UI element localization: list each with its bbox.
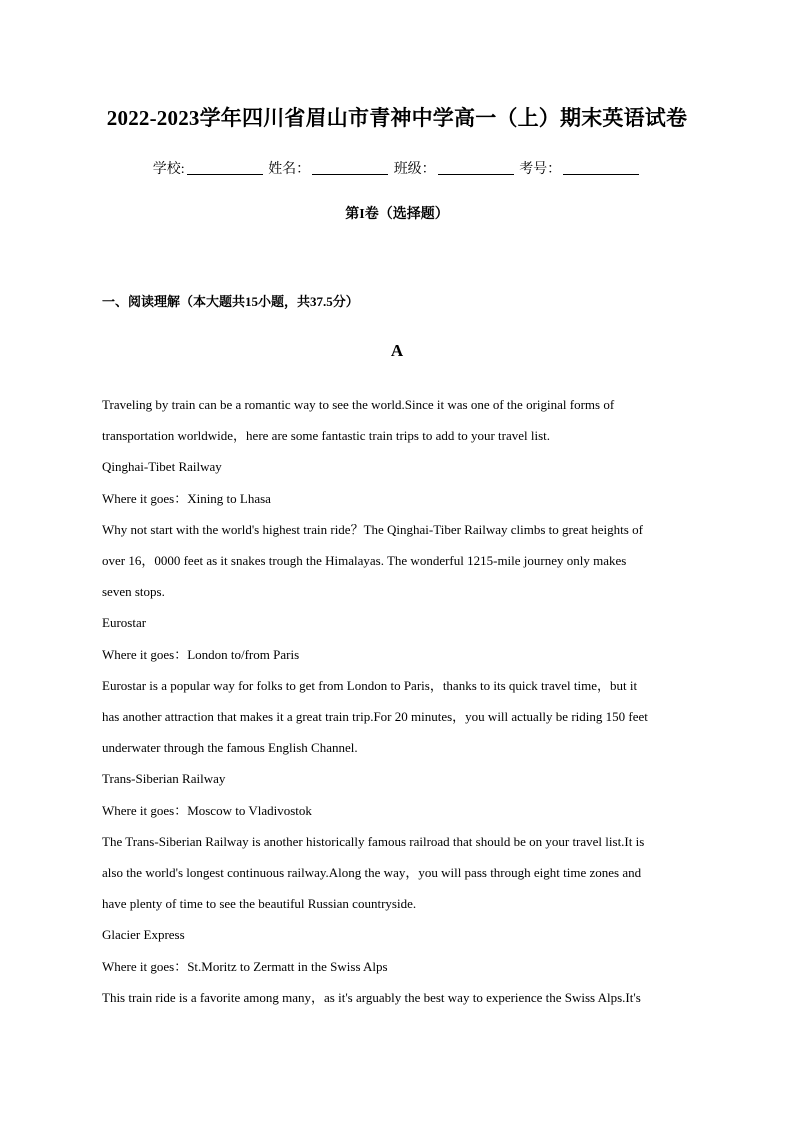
- passage-line: Qinghai-Tibet Railway: [102, 459, 222, 475]
- passage-body: [102, 389, 694, 1013]
- class-label: 班级：: [393, 162, 436, 177]
- passage-line: The Trans-Siberian Railway is another historically famous railroad that should be on your travel list.It is: [102, 833, 645, 849]
- passage-line: underwater through the famous English Channel.: [102, 740, 358, 756]
- passage-line: Eurostar is a popular way for folks to get from London to Paris，thanks to its quick travel time，but it: [102, 677, 638, 693]
- exam-title: 2022-2023学年四川省眉山市青神中学高一（上）期末英语试卷: [106, 106, 688, 130]
- passage-line: over 16，0000 feet as it snakes trough the Himalayas. The wonderful 1215-mile journey only makes: [102, 553, 627, 569]
- passage-line: transportation worldwide，here are some fantastic train trips to add to your travel list.: [102, 428, 551, 444]
- passage-line: Where it goes：Moscow to Vladivostok: [102, 802, 312, 818]
- number-blank[interactable]: [563, 162, 639, 175]
- passage-line: Eurostar: [102, 615, 147, 631]
- class-blank[interactable]: [438, 162, 514, 175]
- passage-line: Where it goes：Xining to Lhasa: [102, 490, 271, 506]
- passage-line: This train ride is a favorite among many，as it's arguably the best way to experience the Swiss Alps.It's: [102, 989, 641, 1005]
- part-title: 第I卷（选择题）: [345, 207, 449, 222]
- passage-line: has another attraction that makes it a great train trip.For 20 minutes，you will actually be riding 150 feet: [102, 709, 648, 725]
- number-label: 考号：: [519, 162, 562, 177]
- passage-label: A: [390, 341, 404, 360]
- passage-line: have plenty of time to see the beautiful Russian countryside.: [102, 896, 417, 912]
- passage-line: Traveling by train can be a romantic way to see the world.Since it was one of the original forms of: [102, 397, 615, 412]
- passage-line: seven stops.: [102, 584, 165, 600]
- passage-line: also the world's longest continuous railway.Along the way，you will pass through eight time zones and: [102, 865, 642, 881]
- school-label: 学校:: [152, 162, 185, 177]
- section-title: 一、阅读理解（本大题共15小题，共37.5分）: [102, 294, 359, 309]
- name-blank[interactable]: [312, 162, 388, 175]
- school-blank[interactable]: [187, 162, 263, 175]
- passage-line: Where it goes：London to/from Paris: [102, 646, 300, 662]
- name-label: 姓名：: [268, 162, 311, 177]
- passage-line: Trans-Siberian Railway: [102, 771, 226, 787]
- passage-line: Why not start with the world's highest train ride？The Qinghai-Tiber Railway climbs to great heights of: [102, 521, 643, 537]
- passage-line: Glacier Express: [102, 927, 185, 943]
- passage-line: Where it goes：St.Moritz to Zermatt in the Swiss Alps: [102, 958, 388, 974]
- student-info-line: [0, 158, 794, 178]
